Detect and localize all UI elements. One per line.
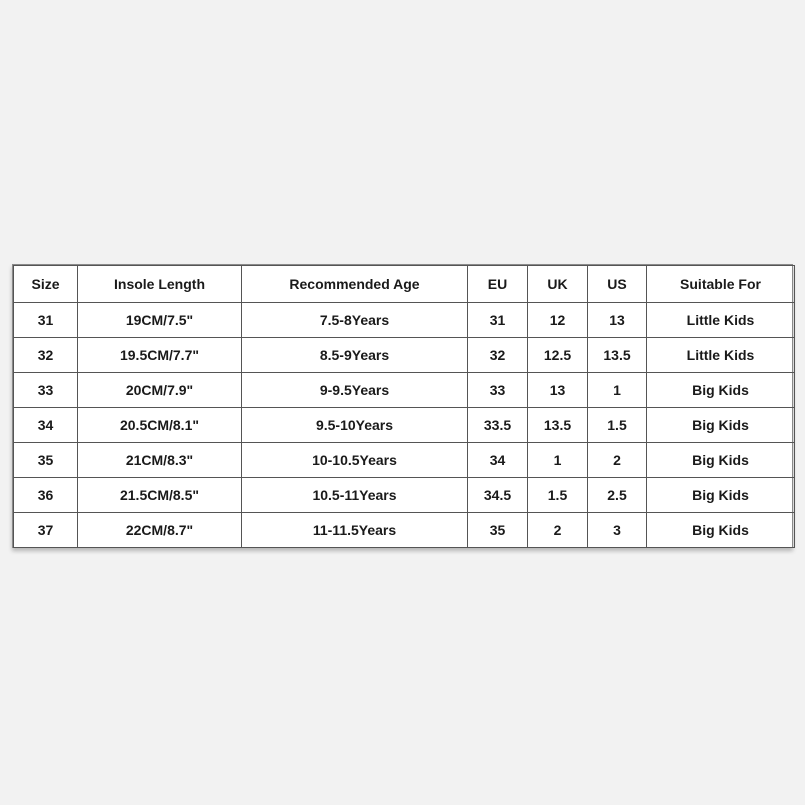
cell-uk: 13.5 bbox=[528, 408, 588, 443]
header-insole-length: Insole Length bbox=[78, 266, 242, 303]
cell-eu: 31 bbox=[468, 303, 528, 338]
cell-uk: 2 bbox=[528, 513, 588, 548]
cell-eu: 33 bbox=[468, 373, 528, 408]
cell-suitable-for: Big Kids bbox=[647, 443, 795, 478]
cell-recommended-age: 8.5-9Years bbox=[242, 338, 468, 373]
cell-suitable-for: Big Kids bbox=[647, 373, 795, 408]
cell-eu: 35 bbox=[468, 513, 528, 548]
table-row bbox=[14, 478, 795, 513]
cell-eu: 34 bbox=[468, 443, 528, 478]
header-suitable-for: Suitable For bbox=[647, 266, 795, 303]
cell-uk: 12.5 bbox=[528, 338, 588, 373]
cell-insole-length: 22CM/8.7" bbox=[78, 513, 242, 548]
cell-uk: 13 bbox=[528, 373, 588, 408]
cell-suitable-for: Little Kids bbox=[647, 338, 795, 373]
header-us: US bbox=[588, 266, 647, 303]
cell-size: 32 bbox=[14, 338, 78, 373]
header-eu: EU bbox=[468, 266, 528, 303]
cell-us: 2.5 bbox=[588, 478, 647, 513]
cell-us: 13 bbox=[588, 303, 647, 338]
cell-uk: 12 bbox=[528, 303, 588, 338]
cell-suitable-for: Little Kids bbox=[647, 303, 795, 338]
header-size: Size bbox=[14, 266, 78, 303]
cell-eu: 33.5 bbox=[468, 408, 528, 443]
cell-insole-length: 20.5CM/8.1" bbox=[78, 408, 242, 443]
cell-size: 35 bbox=[14, 443, 78, 478]
size-chart-table bbox=[13, 265, 795, 548]
size-chart-frame bbox=[12, 264, 793, 548]
cell-size: 36 bbox=[14, 478, 78, 513]
cell-uk: 1 bbox=[528, 443, 588, 478]
cell-us: 2 bbox=[588, 443, 647, 478]
cell-us: 13.5 bbox=[588, 338, 647, 373]
cell-eu: 32 bbox=[468, 338, 528, 373]
cell-us: 1.5 bbox=[588, 408, 647, 443]
table-row bbox=[14, 513, 795, 548]
table-row bbox=[14, 303, 795, 338]
table-row bbox=[14, 443, 795, 478]
cell-recommended-age: 9-9.5Years bbox=[242, 373, 468, 408]
header-uk: UK bbox=[528, 266, 588, 303]
cell-size: 33 bbox=[14, 373, 78, 408]
cell-us: 3 bbox=[588, 513, 647, 548]
cell-suitable-for: Big Kids bbox=[647, 513, 795, 548]
cell-insole-length: 20CM/7.9" bbox=[78, 373, 242, 408]
cell-eu: 34.5 bbox=[468, 478, 528, 513]
cell-recommended-age: 10.5-11Years bbox=[242, 478, 468, 513]
cell-insole-length: 19CM/7.5" bbox=[78, 303, 242, 338]
cell-insole-length: 19.5CM/7.7" bbox=[78, 338, 242, 373]
cell-recommended-age: 9.5-10Years bbox=[242, 408, 468, 443]
cell-size: 37 bbox=[14, 513, 78, 548]
table-row bbox=[14, 408, 795, 443]
header-recommended-age: Recommended Age bbox=[242, 266, 468, 303]
cell-size: 31 bbox=[14, 303, 78, 338]
cell-us: 1 bbox=[588, 373, 647, 408]
cell-recommended-age: 10-10.5Years bbox=[242, 443, 468, 478]
cell-suitable-for: Big Kids bbox=[647, 408, 795, 443]
cell-recommended-age: 7.5-8Years bbox=[242, 303, 468, 338]
table-row bbox=[14, 373, 795, 408]
cell-suitable-for: Big Kids bbox=[647, 478, 795, 513]
cell-uk: 1.5 bbox=[528, 478, 588, 513]
cell-insole-length: 21.5CM/8.5" bbox=[78, 478, 242, 513]
table-header-row bbox=[14, 266, 795, 303]
table-row bbox=[14, 338, 795, 373]
cell-size: 34 bbox=[14, 408, 78, 443]
cell-insole-length: 21CM/8.3" bbox=[78, 443, 242, 478]
cell-recommended-age: 11-11.5Years bbox=[242, 513, 468, 548]
